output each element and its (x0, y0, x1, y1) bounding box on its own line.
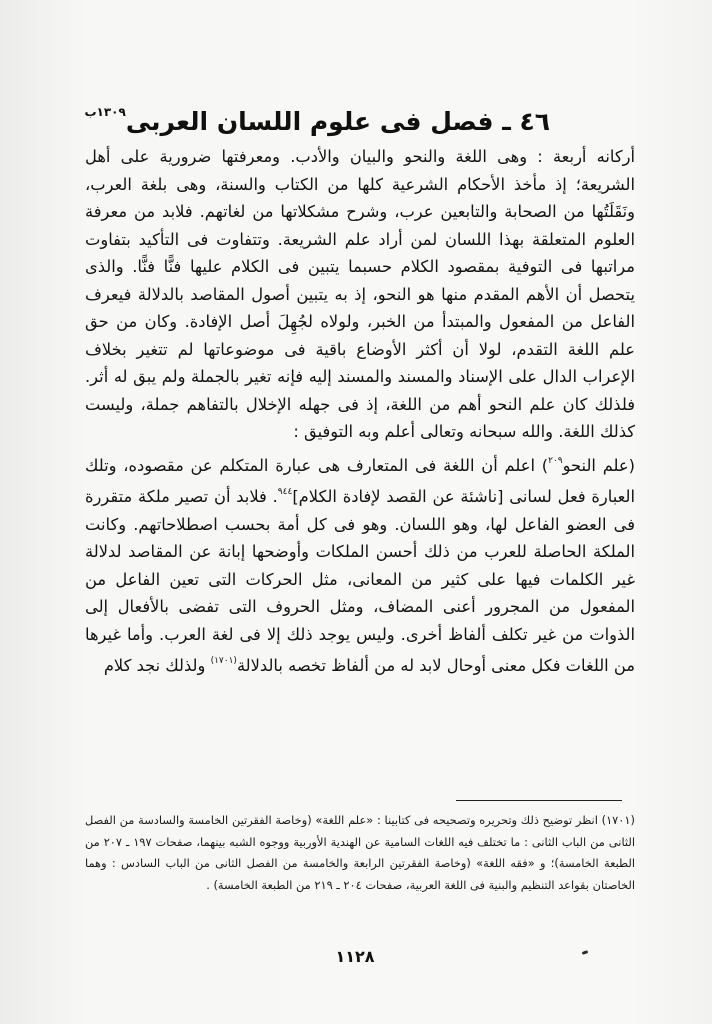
page-number: ١١٢٨ (335, 947, 375, 966)
chapter-heading-text: ٤٦ ـ فصل فى علوم اللسان العربى (125, 107, 550, 136)
footnote: (١٧٠١) انظر توضيح ذلك وتحريره وتصحيحه فى كتابينا : «علم اللغة» (وخاصة الفقرتين الخامسة والسادسة من الفصل الثانى من الباب الثانى : ما تختلف فيه اللغات السامية عن الهندية الأوربية ووجوه الشبه بينهما، صفحات ١٩٧ ـ ٢٠٧ من الطبعة الخامسة)؛ و «فقه اللغة» (وخاصة الفقرتين الرابعة والخامسة من الفصل الثانى من الباب السادس : وهما الخاصتان بقواعد التنظيم والبنية فى اللغة العربية، صفحات ٢٠٤ ـ ٢١٩ من الطبعة الخامسة) . (85, 813, 635, 892)
paragraph-2-end: ولذلك نجد كلام (103, 656, 211, 675)
paragraph-2 (85, 448, 635, 680)
reference-mark: ٢٠٩ (548, 455, 563, 466)
chapter-heading (84, 90, 550, 136)
paragraph-2-continuation: . فلابد أن تصير ملكة متقررة فى العضو الفاعل لها، وهو اللسان. وهو فى كل أمة بحسب اصطلاحاتهم. وكانت الملكة الحاصلة للعرب من ذلك أحسن الملكات وأوضحها إبانة عن المقاصد لدلالة غير الكلمات فيها على كثير من المعانى، مثل الحركات التى تعين الفاعل من المفعول من المجرور أعنى المضاف، ومثل الحروف التى تفضى بالأفعال إلى الذوات من غير تكلف ألفاظ أخرى. وليس يوجد ذلك إلا فى لغة العرب. وأما غيرها من اللغات فكل معنى أوحال لابد له من ألفاظ تخصه بالدلالة (85, 487, 635, 675)
footnote-marker: (١٧٠١) (210, 656, 237, 666)
paragraph-1: أركانه أربعة : وهى اللغة والنحو والبيان والأدب. ومعرفتها ضرورية على أهل الشريعة؛ إذ مأخذ الأحكام الشرعية كلها من الكتاب والسنة، وهى بلغة العرب، ونَقَلَتُها من الصحابة والتابعين عرب، وشرح مشكلاتها من لغاتهم. فلابد من معرفة العلوم المتعلقة بهذا اللسان لمن أراد علم الشريعة. وتتفاوت فى التأكيد بتفاوت مراتبها فى التوفية بمقصود الكلام حسبما يتبين فى الكلام عليها فنًّا فنًّا. والذى يتحصل أن الأهم المقدم منها هو النحو، إذ به يتبين أصول المقاصد بالدلالة فيعرف الفاعل من المفعول والمبتدأ من الخبر، ولولاه لجُهِلَ أصل الإفادة. وكان من حق علم اللغة التقدم، لولا أن أكثر الأوضاع باقية فى موضوعاتها لم تتغير بخلاف الإعراب الدال على الإسناد والمسند والمسند إليه فإنه تغير بالجملة ولم يبق له أثر. فلذلك كان علم النحو أهم من اللغة، إذ فى جهله الإخلال بالتفاهم جملة، وليست كذلك اللغة. والله سبحانه وتعالى أعلم وبه التوفيق : (85, 147, 635, 441)
paragraph-2-middle: ) اعلم أن اللغة فى المتعارف هى عبارة المتكلم عن مقصوده، وتلك العبارة فعل لسانى [ناشئة عن القصد لإفادة الكلام] (85, 455, 635, 506)
footnote-divider (456, 800, 622, 801)
paragraph-2-start: (علم النحو (562, 455, 635, 475)
scan-mark (582, 950, 589, 955)
main-text (85, 143, 635, 680)
heading-reference-mark: ١٣٠٩ب (84, 105, 126, 119)
reference-mark: ٩٤٤ (277, 487, 293, 497)
